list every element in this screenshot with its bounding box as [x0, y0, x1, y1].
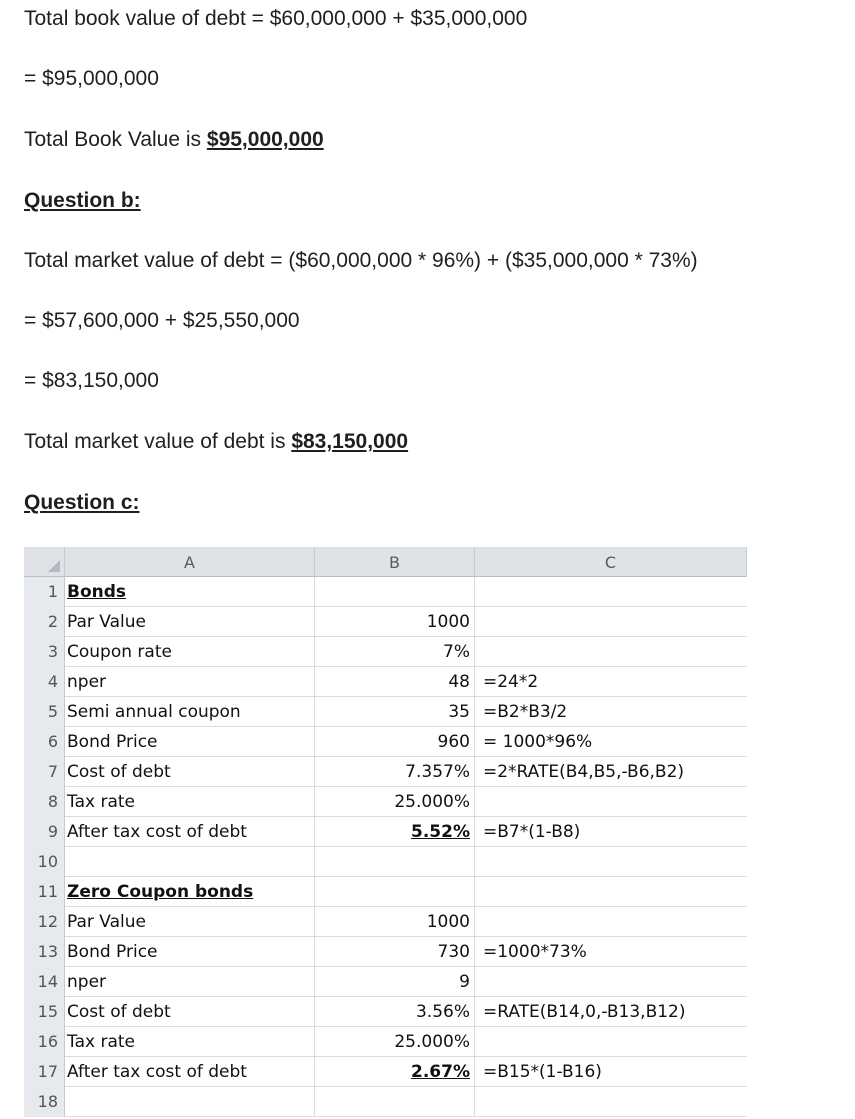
cell-c[interactable]: =24*2 — [483, 672, 539, 692]
cell-a[interactable]: Cost of debt — [65, 997, 315, 1027]
table-row — [24, 577, 747, 607]
cell-c[interactable] — [475, 1087, 747, 1117]
table-row — [24, 1087, 747, 1117]
market-value-components: = $57,600,000 + $25,550,000 — [24, 309, 300, 332]
table-row — [24, 787, 747, 817]
table-row — [24, 847, 747, 877]
cell-c[interactable]: =B15*(1-B16) — [483, 1062, 602, 1082]
cell-a[interactable]: Coupon rate — [65, 637, 315, 667]
column-header-a[interactable]: A — [65, 547, 315, 577]
cell-b[interactable]: 1000 — [315, 907, 475, 937]
cell-c[interactable] — [475, 847, 747, 877]
cell-b[interactable]: 25.000% — [315, 787, 475, 817]
table-row — [24, 817, 747, 847]
cell-c[interactable]: = 1000*96% — [483, 732, 593, 752]
question-c-heading: Question c: — [24, 491, 140, 514]
row-header[interactable]: 11 — [24, 877, 65, 907]
table-row — [24, 937, 747, 967]
row-header[interactable]: 1 — [24, 577, 65, 607]
book-value-prefix: Total Book Value is — [24, 128, 207, 151]
row-header[interactable]: 10 — [24, 847, 65, 877]
row-header[interactable]: 18 — [24, 1087, 65, 1117]
table-row — [24, 967, 747, 997]
cell-b[interactable]: 960 — [315, 727, 475, 757]
column-header-b[interactable]: B — [315, 547, 475, 577]
table-row — [24, 727, 747, 757]
table-row — [24, 997, 747, 1027]
table-row — [24, 757, 747, 787]
column-header-c[interactable]: C — [475, 547, 747, 577]
question-b-heading: Question b: — [24, 189, 141, 212]
table-row — [24, 907, 747, 937]
book-value-sum: = $95,000,000 — [24, 67, 159, 90]
table-row — [24, 637, 747, 667]
cell-b[interactable] — [315, 577, 475, 607]
table-row — [24, 607, 747, 637]
cell-b[interactable]: 25.000% — [315, 1027, 475, 1057]
book-value-equation: Total book value of debt = $60,000,000 + $35,000,000 — [24, 7, 528, 30]
cell-c[interactable] — [475, 907, 747, 937]
cell-a[interactable] — [65, 847, 315, 877]
cell-a[interactable]: nper — [65, 667, 315, 697]
cell-c[interactable] — [475, 967, 747, 997]
select-all-triangle-icon — [48, 560, 60, 572]
cell-a[interactable]: Cost of debt — [65, 757, 315, 787]
cell-a[interactable]: Bond Price — [65, 727, 315, 757]
row-header[interactable]: 13 — [24, 937, 65, 967]
cell-c[interactable] — [475, 787, 747, 817]
cell-a[interactable]: Par Value — [65, 907, 315, 937]
row-header[interactable]: 9 — [24, 817, 65, 847]
cell-c[interactable] — [475, 1027, 747, 1057]
market-value-result: $83,150,000 — [291, 430, 409, 453]
cell-c[interactable] — [475, 637, 747, 667]
cell-a[interactable]: Par Value — [65, 607, 315, 637]
book-value-statement — [24, 127, 324, 153]
cell-a[interactable]: nper — [65, 967, 315, 997]
row-header[interactable]: 17 — [24, 1057, 65, 1087]
cell-c[interactable] — [475, 607, 747, 637]
cell-a[interactable]: Tax rate — [65, 787, 315, 817]
market-value-prefix: Total market value of debt is — [24, 430, 292, 453]
cell-b[interactable]: 7% — [315, 637, 475, 667]
cell-b[interactable]: 48 — [315, 667, 475, 697]
cell-b[interactable] — [315, 1087, 475, 1117]
market-value-equation: Total market value of debt = ($60,000,000 * 96%) + ($35,000,000 * 73%) — [24, 249, 698, 272]
cell-a[interactable]: Zero Coupon bonds — [65, 877, 315, 907]
cell-b[interactable]: 35 — [315, 697, 475, 727]
cell-b[interactable]: 9 — [315, 967, 475, 997]
cell-c[interactable]: =B2*B3/2 — [483, 702, 568, 722]
cell-c[interactable]: =B7*(1-B8) — [483, 822, 581, 842]
row-header[interactable]: 12 — [24, 907, 65, 937]
cell-b[interactable] — [315, 847, 475, 877]
cell-b[interactable]: 7.357% — [315, 757, 475, 787]
select-all-corner[interactable] — [24, 547, 65, 577]
cell-a[interactable] — [65, 1087, 315, 1117]
cell-a[interactable]: Bonds — [65, 577, 315, 607]
table-row — [24, 1057, 747, 1087]
row-header[interactable]: 14 — [24, 967, 65, 997]
row-header[interactable]: 15 — [24, 997, 65, 1027]
row-header[interactable]: 2 — [24, 607, 65, 637]
cell-a[interactable]: Semi annual coupon — [65, 697, 315, 727]
cell-c[interactable]: =2*RATE(B4,B5,-B6,B2) — [483, 762, 685, 782]
market-value-statement — [24, 429, 408, 455]
cell-a[interactable]: After tax cost of debt — [65, 817, 315, 847]
book-value-result: $95,000,000 — [206, 128, 324, 151]
row-header[interactable]: 3 — [24, 637, 65, 667]
cell-c[interactable] — [475, 877, 747, 907]
row-header[interactable]: 16 — [24, 1027, 65, 1057]
cell-b[interactable]: 730 — [315, 937, 475, 967]
cell-a[interactable]: Bond Price — [65, 937, 315, 967]
cell-c[interactable] — [475, 577, 747, 607]
cell-b[interactable] — [315, 877, 475, 907]
row-header[interactable]: 6 — [24, 727, 65, 757]
table-row — [24, 697, 747, 727]
table-row — [24, 667, 747, 697]
cell-b[interactable]: 3.56% — [315, 997, 475, 1027]
cell-a[interactable]: After tax cost of debt — [65, 1057, 315, 1087]
cell-b[interactable]: 5.52% — [315, 817, 475, 847]
row-header[interactable]: 4 — [24, 667, 65, 697]
cell-b[interactable]: 2.67% — [315, 1057, 475, 1087]
row-header[interactable]: 7 — [24, 757, 65, 787]
cell-b[interactable]: 1000 — [315, 607, 475, 637]
table-row — [24, 1027, 747, 1057]
market-value-sum: = $83,150,000 — [24, 369, 159, 392]
cell-a[interactable]: Tax rate — [65, 1027, 315, 1057]
cell-c[interactable]: =RATE(B14,0,-B13,B12) — [483, 1002, 686, 1022]
row-header[interactable]: 8 — [24, 787, 65, 817]
table-row — [24, 877, 747, 907]
cell-c[interactable]: =1000*73% — [483, 942, 587, 962]
row-header[interactable]: 5 — [24, 697, 65, 727]
